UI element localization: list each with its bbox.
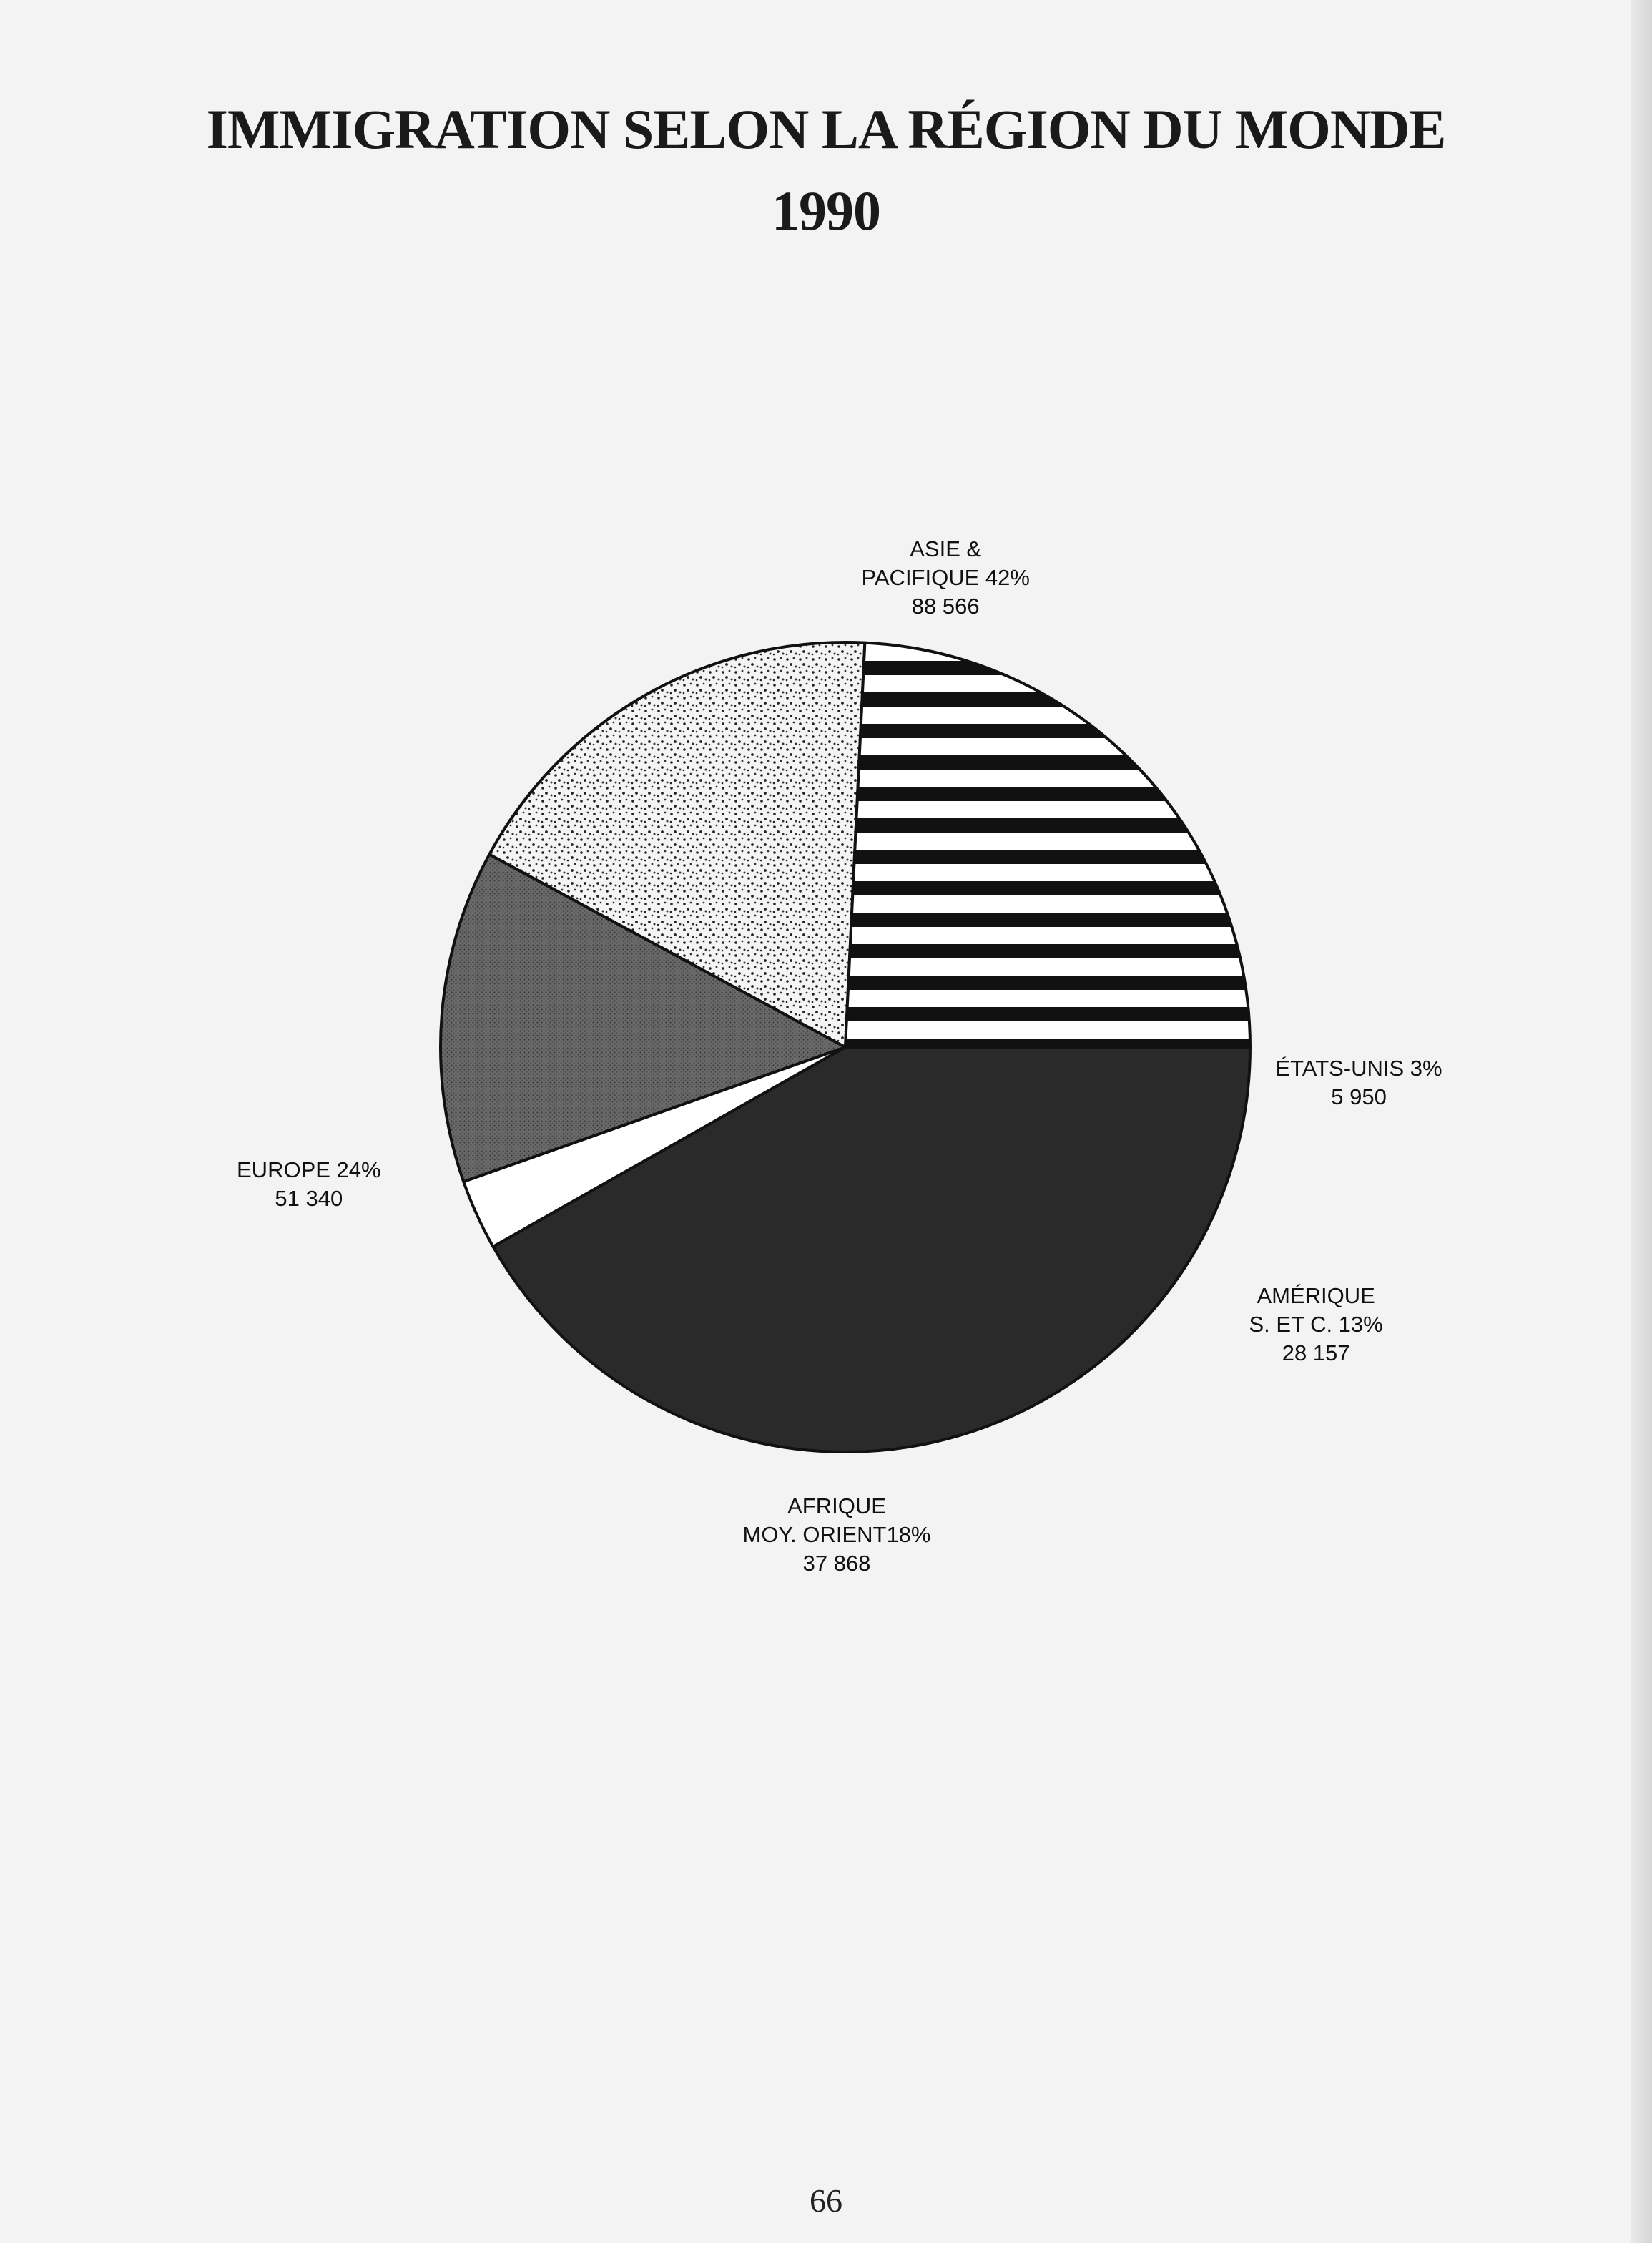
chart-subtitle: 1990 <box>772 180 880 242</box>
slice-label-line: MOY. ORIENT18% <box>742 1522 931 1547</box>
slice-label-line: PACIFIQUE 42% <box>861 565 1030 590</box>
slice-value: 37 868 <box>802 1551 871 1576</box>
slice-label-asie <box>862 535 1030 621</box>
slice-value: 5 950 <box>1331 1084 1387 1109</box>
slice-label-line: AMÉRIQUE <box>1257 1283 1375 1308</box>
pie-slice-europe-24 <box>845 643 1250 1047</box>
slice-label-line: ASIE & <box>910 536 982 561</box>
slice-label-line: ÉTATS-UNIS 3% <box>1275 1056 1442 1081</box>
slice-label-line: EUROPE 24% <box>237 1157 381 1182</box>
slice-value: 51 340 <box>275 1186 343 1211</box>
slice-label-europe-24 <box>237 1156 381 1213</box>
slice-label-etats-unis-3 <box>1276 1054 1442 1111</box>
slice-value: 28 157 <box>1282 1340 1350 1365</box>
slice-label-line: AFRIQUE <box>787 1493 886 1518</box>
page-number: 66 <box>810 2182 842 2219</box>
slice-label-afrique <box>743 1492 931 1578</box>
slice-label-amerique <box>1249 1282 1383 1368</box>
chart-title: IMMIGRATION SELON LA RÉGION DU MONDE <box>206 98 1446 160</box>
slice-value: 88 566 <box>911 594 980 619</box>
pie-slices <box>441 642 1250 1452</box>
slice-label-line: S. ET C. 13% <box>1249 1312 1383 1337</box>
